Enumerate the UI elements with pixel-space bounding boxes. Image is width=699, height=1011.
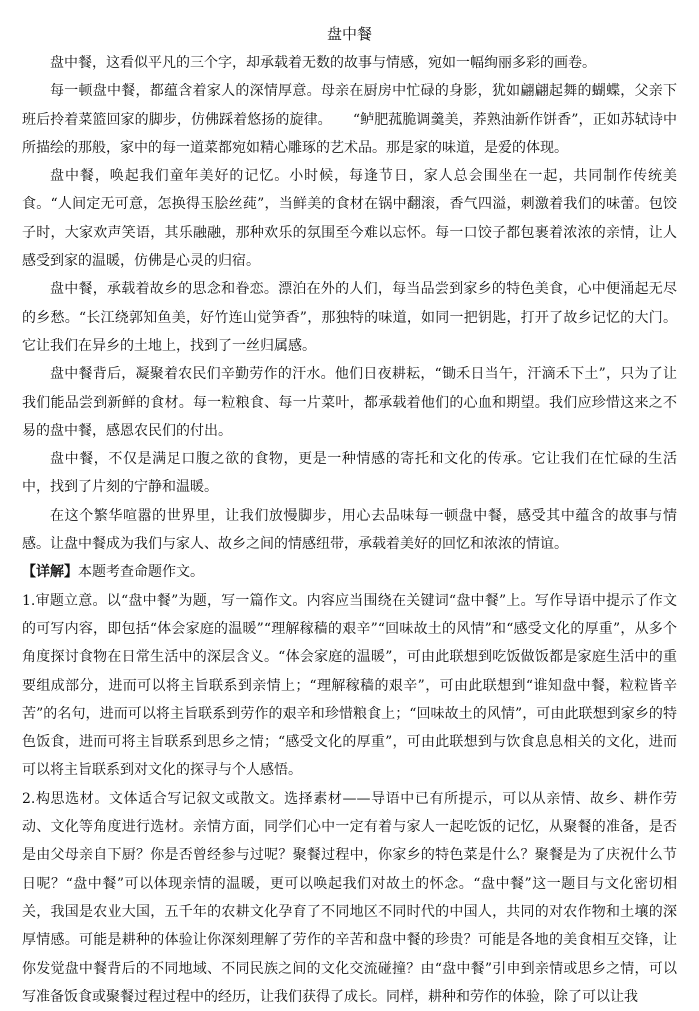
essay-paragraph-7: 在这个繁华喧嚣的世界里，让我们放慢脚步，用心去品味每一顿盘中餐，感受其中蕴含的故事与情感。让盘中餐成为我们与家人、故乡之间的情感纽带，承载着美好的回忆和浓浓的情谊。	[22, 507, 677, 553]
essay-paragraph-5: 盘中餐背后，凝聚着农民们辛勤劳作的汗水。他们日夜耕耘，“锄禾日当午，汗滴禾下土”，只为了让我们能品尝到新鲜的食材。每一粒粮食、每一片菜叶，都承载着他们的心血和期望。我们应珍惜这来之不易的盘中餐，感恩农民们的付出。	[22, 366, 677, 439]
essay-paragraph-1: 盘中餐，这看似平凡的三个字，却承载着无数的故事与情感，宛如一幅绚丽多彩的画卷。	[50, 55, 596, 71]
essay-body	[22, 49, 677, 558]
essay-paragraph-2: 每一顿盘中餐，都蕴含着家人的深情厚意。母亲在厨房中忙碌的身影，犹如翩翩起舞的蝴蝶，父亲下班后拎着菜篮回家的脚步，仿佛踩着悠扬的旋律。 “鲈肥菰脆调羹美，荞熟油新作饼香”，正如苏轼诗中所描绘的那般，家中的每一道菜都宛如精心雕琢的艺术品。那是家的味道，是爱的体现。	[22, 83, 677, 156]
analysis-heading	[22, 558, 677, 586]
analysis-item-2: 2.构思选材。文体适合写记叙文或散文。选择素材——导语中已有所提示，可以从亲情、故乡、耕作劳动、文化等角度进行选材。亲情方面，同学们心中一定有着与家人一起吃饭的记忆，从聚餐的准备，是否是由父母亲自下厨？你是否曾经参与过呢？聚餐过程中，你家乡的特色菜是什么？聚餐是为了庆祝什么节日呢？“盘中餐”可以体现亲情的温暖，更可以唤起我们对故土的怀念。“盘中餐”这一题目与文化密切相关，我国是农业大国，五千年的农耕文化孕育了不同地区不同时代的中国人，共同的对农作物和土壤的深厚情感。可能是耕种的体验让你深刻理解了劳作的辛苦和盘中餐的珍贵？可能是各地的美食相互交锋，让你发觉盘中餐背后的不同地域、不同民族之间的文化交流碰撞？由“盘中餐”引申到亲情或思乡之情，可以写准备饭食或聚餐过程过程中的经历，让我们获得了成长。同样，耕种和劳作的体验，除了可以让我	[22, 790, 677, 1005]
essay-paragraph-4: 盘中餐，承载着故乡的思念和眷恋。漂泊在外的人们，每当品尝到家乡的特色美食，心中便涌起无尽的乡愁。“长江绕郭知鱼美，好竹连山觉笋香”，那独特的味道，如同一把钥匙，打开了故乡记忆的大门。它让我们在异乡的土地上，找到了一丝归属感。	[22, 281, 677, 354]
analysis-heading-text: 本题考查命题作文。	[78, 564, 204, 581]
essay-paragraph-3: 盘中餐，唤起我们童年美好的记忆。小时候，每逢节日，家人总会围坐在一起，共同制作传统美食。“人间定无可意，怎换得玉脍丝莼”，当鲜美的食材在锅中翻滚，香气四溢，刺激着我们的味蕾。包饺子时，大家欢声笑语，其乐融融，那种欢乐的氛围至今难以忘怀。每一口饺子都包裹着浓浓的亲情，让人感受到家的温暖，仿佛是心灵的归宿。	[22, 168, 677, 270]
analysis-heading-bracket: 【详解】	[22, 564, 78, 581]
essay-title: 盘中餐	[326, 25, 372, 43]
essay-paragraph-6: 盘中餐，不仅是满足口腹之欲的食物，更是一种情感的寄托和文化的传承。它让我们在忙碌的生活中，找到了片刻的宁静和温暖。	[22, 451, 677, 496]
analysis-section	[22, 558, 677, 1011]
analysis-item-1: 1.审题立意。以“盘中餐”为题，写一篇作文。内容应当围绕在关键词“盘中餐”上。写作导语中提示了作文的可写内容，即包括“体会家庭的温暖”“理解稼穑的艰辛”“回味故土的风情”和“感受文化的厚重”，从多个角度探讨食物在日常生活中的深层含义。“体会家庭的温暖”，可由此联想到吃饭做饭都是家庭生活中的重要组成部分，进而可以将主旨联系到亲情上；“理解稼穑的艰辛”，可由此联想到“谁知盘中餐，粒粒皆辛苦”的名句，进而可以将主旨联系到劳作的艰辛和珍惜粮食上；“回味故土的风情”，可由此联想到家乡的特色饭食，进而可将主旨联系到思乡之情；“感受文化的厚重”，可由此联想到与饮食息息相关的文化，进而可以将主旨联系到对文化的探寻与个人感悟。	[22, 592, 677, 779]
